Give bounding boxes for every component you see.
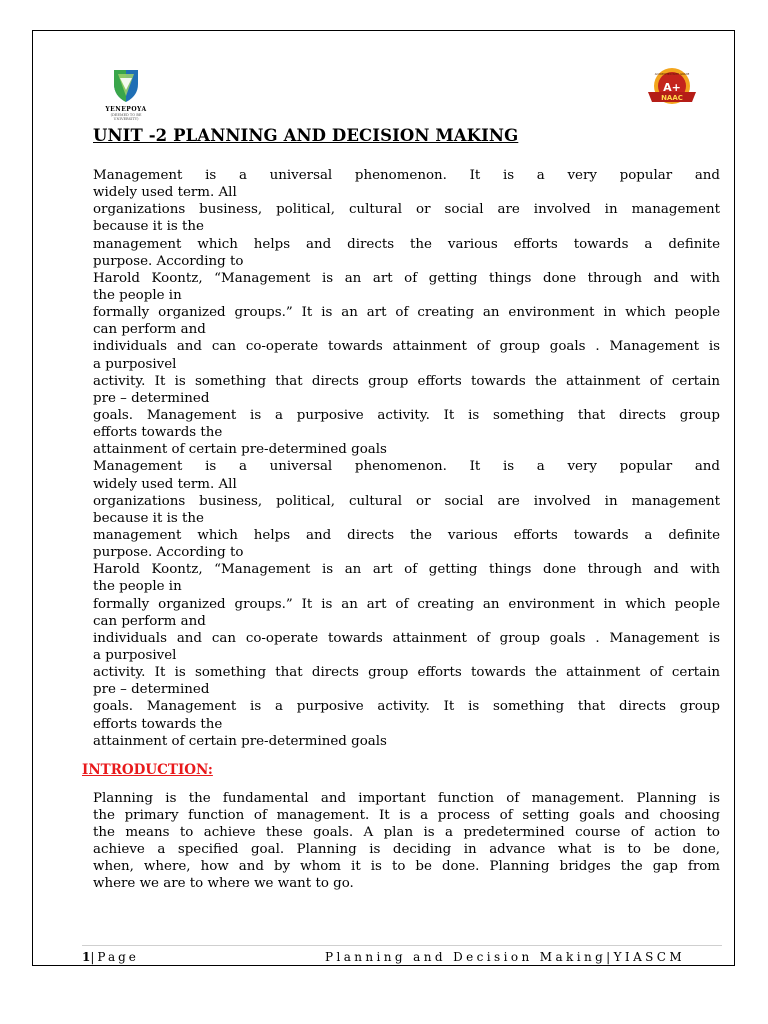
text-line: purpose. According to (93, 253, 244, 269)
text-line: Harold Koontz, “Management is an art of getting things done through and with (93, 562, 720, 578)
page-number: 1 (82, 950, 91, 964)
text-line: because it is the (93, 219, 204, 235)
text-line: organizations business, political, cultural or social are involved in management (93, 493, 720, 509)
text-line: formally organized groups.” It is an art of creating an environment in which people (93, 596, 720, 612)
footer-page (82, 950, 139, 964)
intro-line: when, where, how and by whom it is to be done. Planning bridges the gap from (93, 859, 720, 875)
text-line: widely used term. All (93, 185, 237, 201)
text-line: pre – determined (93, 682, 210, 698)
logo-text: YENEPOYA (105, 106, 147, 113)
text-line: goals. Management is a purposive activity. It is something that directs group (93, 699, 720, 715)
text-line: Management is a universal phenomenon. It is a very popular and (93, 168, 720, 183)
text-line: management which helps and directs the various efforts towards a definite (93, 527, 720, 543)
yenepoya-logo (104, 66, 148, 121)
naac-seal-icon (644, 66, 700, 112)
text-line: efforts towards the (93, 425, 223, 441)
text-line: the people in (93, 287, 182, 303)
badge-label: NAAC (661, 94, 683, 102)
intro-heading: INTRODUCTION: (82, 762, 213, 778)
text-line: can perform and (93, 613, 206, 629)
text-line: widely used term. All (93, 476, 237, 492)
text-line: purpose. According to (93, 545, 244, 561)
intro-line: where we are to where we want to go. (93, 876, 354, 892)
page-title: UNIT -2 PLANNING AND DECISION MAKING (93, 126, 519, 145)
footer-title: Planning and Decision Making|YIASCM (325, 950, 686, 964)
intro-line: Planning is the fundamental and important function of management. Planning is (93, 791, 720, 806)
text-line: Harold Koontz, “Management is an art of getting things done through and with (93, 270, 720, 286)
logo-subtext: (DEEMED TO BE UNIVERSITY) (110, 113, 142, 121)
intro-line: the means to achieve these goals. A plan is a predetermined course of action to (93, 825, 720, 841)
text-line: individuals and can co-operate towards attainment of group goals . Management is (93, 339, 720, 355)
body-text (93, 167, 720, 750)
text-line: management which helps and directs the various efforts towards a definite (93, 236, 720, 252)
text-line: attainment of certain pre-determined goals (93, 442, 387, 458)
text-line: individuals and can co-operate towards attainment of group goals . Management is (93, 630, 720, 646)
text-line: because it is the (93, 510, 204, 526)
intro-line: achieve a specified goal. Planning is deciding in advance what is to be done, (93, 842, 720, 858)
text-line: the people in (93, 579, 182, 595)
badge-top-text: ACCREDITED WITH GRADE (654, 73, 690, 76)
text-line: a purposivel (93, 356, 177, 372)
badge-grade: A+ (663, 81, 681, 94)
text-line: a purposivel (93, 647, 177, 663)
page-label: |Page (90, 950, 139, 964)
intro-paragraph (93, 790, 720, 893)
text-line: organizations business, political, cultural or social are involved in management (93, 202, 720, 218)
text-line: Management is a universal phenomenon. It is a very popular and (93, 459, 720, 475)
shield-logo-icon (104, 66, 148, 106)
text-line: efforts towards the (93, 716, 223, 732)
text-line: activity. It is something that directs group efforts towards the attainment of certain (93, 373, 720, 389)
text-line: can perform and (93, 322, 206, 338)
text-line: activity. It is something that directs group efforts towards the attainment of certain (93, 665, 720, 681)
footer-divider (82, 945, 722, 946)
text-line: pre – determined (93, 390, 210, 406)
text-line: attainment of certain pre-determined goals (93, 733, 387, 749)
text-line: formally organized groups.” It is an art of creating an environment in which people (93, 305, 720, 321)
intro-line: the primary function of management. It is a process of setting goals and choosing (93, 808, 720, 824)
text-line: goals. Management is a purposive activity. It is something that directs group (93, 407, 720, 423)
naac-badge (644, 66, 700, 112)
